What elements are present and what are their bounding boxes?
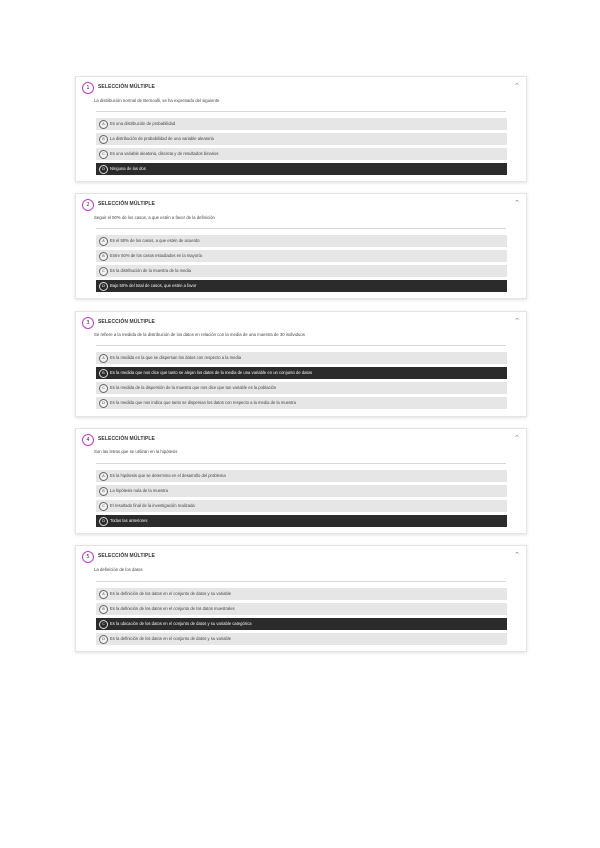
question-number-badge: 5 xyxy=(82,551,94,563)
option-text: Es la definición de los datos en el conjunto de datos y su variable xyxy=(110,591,232,596)
option-letter-c: C xyxy=(99,150,108,159)
divider xyxy=(96,463,506,464)
answer-option-c[interactable] xyxy=(96,265,507,277)
question-header[interactable] xyxy=(82,551,520,563)
option-letter-b: B xyxy=(99,252,108,261)
answer-option-c[interactable] xyxy=(96,148,507,160)
question-header[interactable] xyxy=(82,317,520,329)
question-type-label: SELECCIÓN MÚLTIPLE xyxy=(98,201,155,207)
option-text: Es la hipótesis que se determina en el desarrollo del problema xyxy=(110,473,226,478)
question-header[interactable] xyxy=(82,199,520,211)
option-text: Es una variable aleatoria, discreta y de resultados binarios xyxy=(110,151,219,156)
option-text: Ninguna de las dos xyxy=(110,166,146,171)
option-text: Es la medida que nos dice que tanto se alejan los datos de la media de una variable en un conjunto de datos xyxy=(110,370,313,375)
divider xyxy=(96,228,506,229)
option-text: Es la medida de la dispersión de la muestra que nos dice que tan variable es la población xyxy=(110,385,277,390)
question-number-badge: 3 xyxy=(82,317,94,329)
option-text: Es la definición de los datos en el conjunto de datos y su variable xyxy=(110,636,232,641)
answer-option-c-selected[interactable] xyxy=(96,618,507,630)
question-card-2 xyxy=(75,193,527,299)
option-letter-d: D xyxy=(99,282,108,291)
option-text: Todas las anteriores xyxy=(110,518,148,523)
answer-option-c[interactable] xyxy=(96,500,507,512)
option-letter-b: B xyxy=(99,135,108,144)
question-text: Son las letras que se utilizan en la hipótesis xyxy=(94,449,178,454)
chevron-up-icon[interactable]: ⌃ xyxy=(514,317,520,325)
option-letter-a: A xyxy=(99,590,108,599)
option-letter-d: D xyxy=(99,635,108,644)
option-text: Es la definición de los datos en el conjunto de los datos muestrales xyxy=(110,606,235,611)
question-header[interactable] xyxy=(82,434,520,446)
option-letter-c: C xyxy=(99,620,108,629)
option-text: Es una distribución de probabilidad xyxy=(110,121,176,126)
option-text: La hipótesis nula de la muestra xyxy=(110,488,168,493)
option-letter-a: A xyxy=(99,237,108,246)
answer-option-a[interactable] xyxy=(96,235,507,247)
answer-option-d-selected[interactable] xyxy=(96,280,507,292)
option-text: Es la ubicación de los datos en el conjunto de datos y su variable categórica xyxy=(110,621,252,626)
option-text: Bajo 50% del total de casos, que estén a favor xyxy=(110,283,197,288)
chevron-up-icon[interactable]: ⌃ xyxy=(514,434,520,442)
option-letter-a: A xyxy=(99,472,108,481)
option-text: La distribución de probabilidad de una variable aleatoria xyxy=(110,136,214,141)
answer-option-a[interactable] xyxy=(96,118,507,130)
option-text: El resultado final de la investigación realizada xyxy=(110,503,195,508)
answer-option-c[interactable] xyxy=(96,382,507,394)
question-type-label: SELECCIÓN MÚLTIPLE xyxy=(98,436,155,442)
answer-option-b[interactable] xyxy=(96,485,507,497)
answer-option-d-selected[interactable] xyxy=(96,163,507,175)
divider xyxy=(96,581,506,582)
answer-option-b-selected[interactable] xyxy=(96,367,507,379)
option-letter-b: B xyxy=(99,487,108,496)
question-card-1 xyxy=(75,76,527,182)
question-number-badge: 4 xyxy=(82,434,94,446)
answer-option-d[interactable] xyxy=(96,633,507,645)
question-header[interactable] xyxy=(82,82,520,94)
chevron-up-icon[interactable]: ⌃ xyxy=(514,551,520,559)
option-letter-b: B xyxy=(99,605,108,614)
option-text: Es el 50% de los casos, a que estén de acuerdo xyxy=(110,238,200,243)
answer-option-b[interactable] xyxy=(96,133,507,145)
question-text: La definición de los datos xyxy=(94,567,143,572)
question-card-4 xyxy=(75,428,527,534)
option-text: Es la distribución de la muestra de la media xyxy=(110,268,191,273)
question-text: La distribución normal de Bernoulli, se ha expresado del siguiente xyxy=(94,98,220,103)
option-letter-c: C xyxy=(99,384,108,393)
question-card-3 xyxy=(75,311,527,417)
question-text: Seguir el 50% de los casos, a que estén a favor de la definición xyxy=(94,215,215,220)
divider xyxy=(96,111,506,112)
answer-option-d[interactable] xyxy=(96,397,507,409)
option-text: Es la medida en la que se dispersan los datos con respecto a la media xyxy=(110,355,242,360)
answer-option-b[interactable] xyxy=(96,603,507,615)
option-letter-c: C xyxy=(99,267,108,276)
question-type-label: SELECCIÓN MÚLTIPLE xyxy=(98,319,155,325)
divider xyxy=(96,345,506,346)
answer-option-d-selected[interactable] xyxy=(96,515,507,527)
option-letter-d: D xyxy=(99,517,108,526)
option-letter-a: A xyxy=(99,120,108,129)
option-letter-d: D xyxy=(99,165,108,174)
question-number-badge: 1 xyxy=(82,82,94,94)
answer-option-a[interactable] xyxy=(96,470,507,482)
option-text: Es la medida que nos indica que tanto se dispersan los datos con respecto a la media de la muestra xyxy=(110,400,296,405)
option-letter-d: D xyxy=(99,399,108,408)
question-number-badge: 2 xyxy=(82,199,94,211)
option-letter-a: A xyxy=(99,354,108,363)
question-type-label: SELECCIÓN MÚLTIPLE xyxy=(98,84,155,90)
question-card-5 xyxy=(75,545,527,652)
question-type-label: SELECCIÓN MÚLTIPLE xyxy=(98,553,155,559)
option-letter-c: C xyxy=(99,502,108,511)
chevron-up-icon[interactable]: ⌃ xyxy=(514,199,520,207)
answer-option-b[interactable] xyxy=(96,250,507,262)
option-letter-b: B xyxy=(99,369,108,378)
answer-option-a[interactable] xyxy=(96,352,507,364)
question-text: Se refiere a la medida de la distribución de los datos en relación con la media de una muestra de 30 individuos xyxy=(94,332,305,337)
chevron-up-icon[interactable]: ⌃ xyxy=(514,82,520,90)
answer-option-a[interactable] xyxy=(96,588,507,600)
option-text: Entre 50% de los casos estudiados en la mayoría xyxy=(110,253,202,258)
